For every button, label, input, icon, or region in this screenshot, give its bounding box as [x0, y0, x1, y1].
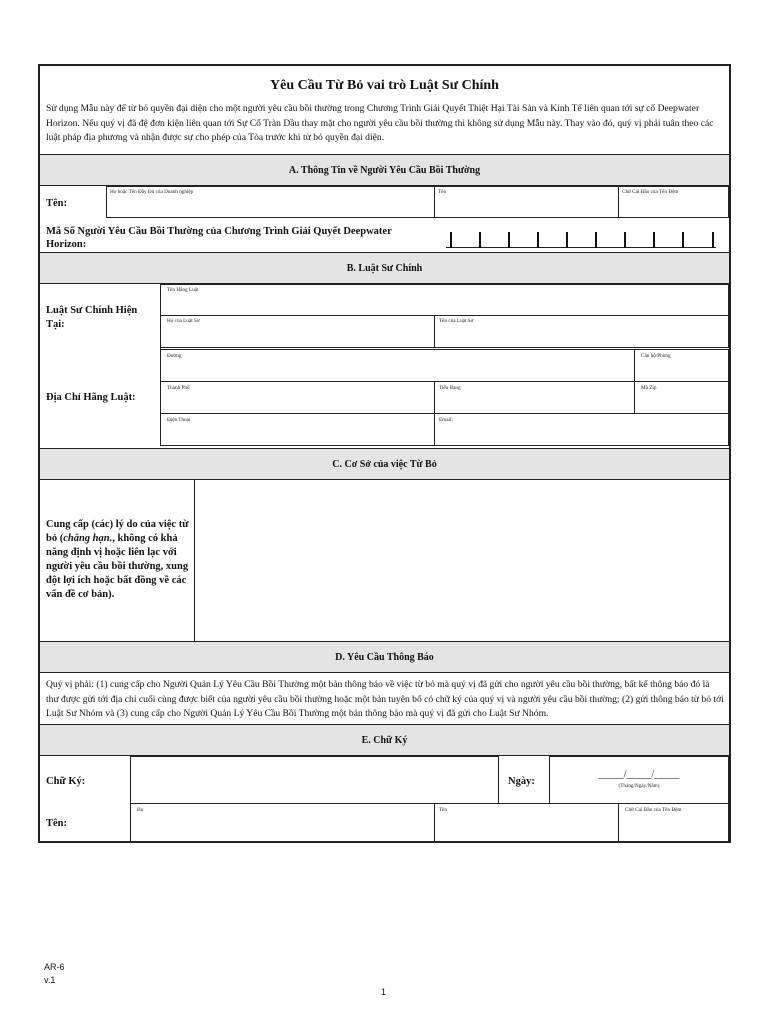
lawyer-last-name-field[interactable]: [160, 315, 435, 348]
claimant-middle-initial-hint: Chữ Cái Đầu của Tên Đệm: [622, 189, 679, 195]
unit-hint: Căn hộ/Phòng: [641, 353, 671, 359]
phone-hint: Điện Thoại: [167, 417, 191, 423]
signer-last-name-hint: Họ: [137, 807, 144, 813]
phone-field[interactable]: [160, 413, 435, 446]
page-number: 1: [381, 987, 387, 997]
claimant-id-label: Mã Số Người Yêu Cầu Bồi Thường của Chương Trình Giải Quyết Deepwater Horizon:: [46, 226, 392, 250]
intro-text: Sử dụng Mẫu này để từ bỏ quyền đại diện cho một người yêu cầu bồi thường trong Chương Trình Giải Quyết Thiệt Hại Tài Sản và Kinh Tế liên quan tới sự cố Deepwater Horizon. Nếu quý vị đã đệ đơn kiện liên quan tới Sự Cố Tràn Dầu thay mặt cho người yêu cầu bồi thường thì không sử dụng Mẫu này. Thay vào đó, quý vị phải tuân theo các luật pháp địa phương và nhận được sự cho phép của Tòa trước khi từ bỏ quyền đại diện.: [46, 103, 714, 143]
section-d-header: D. Yêu Cầu Thông Báo: [40, 641, 729, 673]
firm-address-label: Địa Chỉ Hãng Luật:: [46, 392, 136, 403]
claimant-name-label: Tên:: [46, 198, 67, 209]
street-hint: Đường: [167, 353, 182, 359]
claimant-middle-initial-field[interactable]: [618, 186, 729, 218]
section-c-header: C. Cơ Sở của việc Từ Bỏ: [40, 448, 729, 480]
claimant-last-name-field[interactable]: [106, 186, 435, 218]
unit-field[interactable]: [634, 349, 729, 382]
date-blank: _____/_____/_____: [598, 769, 680, 780]
street-field[interactable]: [160, 349, 635, 382]
claimant-last-name-hint: Họ hoặc Tên Đầy Đủ của Doanh nghiệp: [110, 189, 194, 195]
email-field[interactable]: [434, 413, 729, 446]
date-label: Ngày:: [508, 776, 535, 787]
date-format-hint: (Tháng/Ngày/Năm): [618, 783, 660, 789]
signer-middle-initial-hint: Chữ Cái Đầu của Tên Đệm: [625, 807, 682, 813]
signer-middle-initial-field[interactable]: [618, 803, 729, 843]
notice-requirements-text: Quý vị phải: (1) cung cấp cho Người Quản Lý Yêu Cầu Bồi Thường một bản thông báo về việc từ bỏ mà quý vị đã gửi cho người yêu cầu bồi thường, bất kể thông báo đó là thư được gửi tới địa chỉ cuối cùng được biết của người yêu cầu bồi thường hoặc một bản tuyên bố có chữ ký của quý vị và người yêu cầu bồi thường; (2) gửi thông báo từ bỏ tới Luật Sư Nhóm và (3) cung cấp cho Người Quản Lý Yêu Cầu Bồi Thường một bản thông báo mà quý vị đã gửi cho Luật Sư Nhóm.: [46, 679, 724, 719]
signer-first-name-field[interactable]: [434, 803, 619, 843]
claimant-first-name-field[interactable]: [434, 186, 619, 218]
section-e-header: E. Chữ Ký: [40, 724, 729, 756]
zip-field[interactable]: [634, 381, 729, 414]
city-hint: Thành Phố: [167, 385, 190, 391]
reason-label: [46, 518, 192, 602]
form-frame: [38, 64, 731, 843]
lawyer-first-name-field[interactable]: [434, 315, 729, 348]
city-field[interactable]: [160, 381, 435, 414]
reason-label-part1: Cung cấp (các) lý do của việc từ bỏ (: [46, 519, 189, 544]
state-hint: Tiểu Bang: [439, 385, 461, 391]
signer-last-name-field[interactable]: [130, 803, 435, 843]
signer-name-label: Tên:: [46, 818, 67, 829]
email-hint: Email:: [439, 417, 453, 423]
form-title: Yêu Cầu Từ Bỏ vai trò Luật Sư Chính: [270, 78, 499, 93]
claimant-id-baseline: [446, 247, 716, 248]
reason-text-area[interactable]: [195, 481, 729, 640]
signature-label: Chữ Ký:: [46, 776, 86, 787]
section-a-header: A. Thông Tin về Người Yêu Cầu Bồi Thường: [40, 154, 729, 186]
form-code: AR-6: [44, 962, 65, 972]
signature-field[interactable]: [130, 756, 499, 804]
law-firm-name-field[interactable]: [160, 284, 729, 316]
claimant-first-name-hint: Tên: [438, 189, 447, 195]
lawyer-first-name-hint: Tên của Luật Sư: [439, 318, 474, 324]
zip-hint: Mã Zip: [641, 385, 657, 391]
signer-first-name-hint: Tên: [439, 807, 448, 813]
form-version: v.1: [44, 975, 56, 985]
current-lawyer-label: Luật Sư Chính Hiện Tại:: [46, 305, 138, 330]
date-field[interactable]: [549, 756, 729, 804]
law-firm-name-hint: Tên Hãng Luật: [167, 287, 199, 293]
section-b-header: B. Luật Sư Chính: [40, 252, 729, 284]
claimant-id-boxes[interactable]: [446, 230, 716, 250]
state-field[interactable]: [434, 381, 635, 414]
reason-label-example: chẳng hạn.: [63, 533, 113, 544]
reason-label-part2: , không có khả năng định vị hoặc liên lạc với người yêu cầu bồi thường, xung đột lợi ích hoặc bất đồng về các vấn đề cơ bản).: [46, 533, 189, 600]
lawyer-last-name-hint: Họ của Luật Sư: [167, 318, 200, 324]
